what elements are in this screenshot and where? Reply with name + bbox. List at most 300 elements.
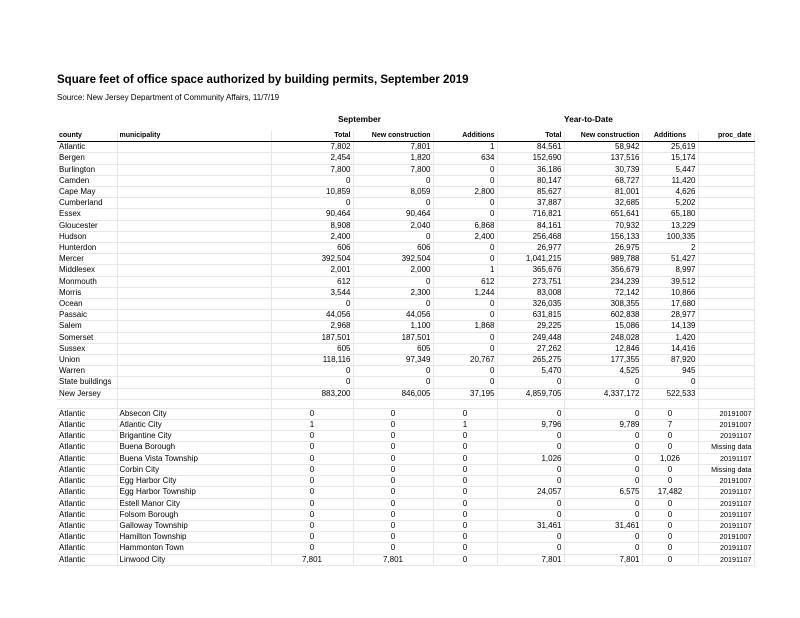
cell-sep-new: 90,464 [353,209,433,220]
cell-ytd-total: 80,147 [497,175,564,186]
cell-sep-additions: 0 [433,209,497,220]
cell-sep-total: 7,802 [271,142,353,153]
municipality-table-row [57,453,754,464]
cell-ytd-additions: 5,202 [642,198,698,209]
cell-municipality [117,198,271,209]
cell-county: Atlantic [57,554,117,565]
cell-ytd-additions: 0 [642,377,698,388]
cell-sep-total: 2,968 [271,321,353,332]
cell-municipality [117,310,271,321]
cell-sep-additions: 20,767 [433,355,497,366]
cell-sep-additions: 0 [433,487,497,498]
cell-sep-new: 0 [353,366,433,377]
cell-municipality: Brigantine City [117,431,271,442]
cell-ytd-additions: 14,139 [642,321,698,332]
cell-sep-additions: 634 [433,153,497,164]
cell-sep-additions: 1,244 [433,287,497,298]
cell-sep-additions: 0 [433,408,497,419]
cell-county: Atlantic [57,420,117,431]
cell-ytd-new: 15,086 [564,321,642,332]
cell-municipality: Corbin City [117,464,271,475]
cell-ytd-total: 37,887 [497,198,564,209]
cell-municipality: Linwood City [117,554,271,565]
county-table-row [57,355,754,366]
cell-proc-date [698,321,754,332]
cell-sep-total: 0 [271,442,353,453]
cell-municipality: Egg Harbor City [117,476,271,487]
report-source: Source: New Jersey Department of Community Affairs, 11/7/19 [57,93,280,102]
municipality-table-row [57,408,754,419]
cell-ytd-total: 83,008 [497,287,564,298]
cell-sep-total: 118,116 [271,355,353,366]
cell-proc-date [698,187,754,198]
cell-sep-total: 2,454 [271,153,353,164]
county-table-row [57,153,754,164]
cell-sep-total: 0 [271,498,353,509]
cell-sep-additions: 0 [433,164,497,175]
cell-proc-date [698,355,754,366]
cell-ytd-additions: 13,229 [642,220,698,231]
cell-sep-new: 2,040 [353,220,433,231]
cell-sep-total: 883,200 [271,388,353,399]
municipality-table-row [57,498,754,509]
cell-sep-additions: 0 [433,431,497,442]
cell-ytd-new: 0 [564,453,642,464]
cell-ytd-total: 326,035 [497,299,564,310]
cell-sep-total: 1 [271,420,353,431]
cell-proc-date: 20191007 [698,532,754,543]
cell-sep-additions: 0 [433,343,497,354]
cell-ytd-additions: 2 [642,243,698,254]
cell-sep-additions: 0 [433,243,497,254]
cell-ytd-new: 4,525 [564,366,642,377]
cell-ytd-new: 6,575 [564,487,642,498]
cell-ytd-additions: 0 [642,431,698,442]
header-row [57,131,754,142]
municipality-table-row [57,420,754,431]
cell-proc-date [698,220,754,231]
cell-sep-new: 0 [353,453,433,464]
cell-ytd-new: 30,739 [564,164,642,175]
cell-county: Union [57,355,117,366]
cell-municipality [117,153,271,164]
cell-proc-date [698,142,754,153]
cell-sep-new: 0 [353,231,433,242]
cell-municipality [117,220,271,231]
cell-ytd-total: 1,041,215 [497,254,564,265]
municipality-table-row [57,476,754,487]
report-title: Square feet of office space authorized by building permits, September 2019 [57,74,469,86]
cell-ytd-new: 651,641 [564,209,642,220]
cell-proc-date [698,332,754,343]
group-label-september: September [338,114,381,124]
municipality-rows [57,408,754,565]
cell-ytd-additions: 0 [642,532,698,543]
cell-ytd-new: 156,133 [564,231,642,242]
cell-ytd-additions: 17,680 [642,299,698,310]
cell-ytd-additions: 0 [642,498,698,509]
cell-ytd-additions: 51,427 [642,254,698,265]
cell-ytd-total: 24,057 [497,487,564,498]
municipality-table-row [57,442,754,453]
cell-sep-additions: 612 [433,276,497,287]
cell-ytd-new: 248,028 [564,332,642,343]
county-table-row [57,254,754,265]
municipality-table-row [57,431,754,442]
cell-ytd-new: 72,142 [564,287,642,298]
cell-sep-new: 605 [353,343,433,354]
cell-ytd-total: 26,977 [497,243,564,254]
cell-municipality: Buena Borough [117,442,271,453]
county-table-row [57,142,754,153]
cell-sep-total: 606 [271,243,353,254]
cell-sep-new: 7,801 [353,554,433,565]
cell-municipality [117,287,271,298]
cell-sep-additions: 6,868 [433,220,497,231]
cell-municipality [117,388,271,399]
cell-ytd-total: 27,262 [497,343,564,354]
cell-municipality: Absecon City [117,408,271,419]
col-header-proc-date: proc_date [698,131,754,142]
cell-sep-new: 0 [353,377,433,388]
cell-sep-additions: 0 [433,175,497,186]
cell-ytd-total: 5,470 [497,366,564,377]
cell-sep-new: 0 [353,299,433,310]
cell-sep-new: 8,059 [353,187,433,198]
cell-ytd-total: 152,690 [497,153,564,164]
cell-municipality [117,299,271,310]
cell-municipality [117,243,271,254]
cell-ytd-additions: 0 [642,520,698,531]
cell-sep-new: 0 [353,476,433,487]
col-header-sep-new: New construction [353,131,433,142]
cell-municipality [117,343,271,354]
cell-sep-additions: 0 [433,464,497,475]
cell-ytd-additions: 28,977 [642,310,698,321]
cell-ytd-new: 32,685 [564,198,642,209]
cell-county: Somerset [57,332,117,343]
cell-county: Passaic [57,310,117,321]
cell-county: Atlantic [57,509,117,520]
cell-proc-date [698,388,754,399]
cell-ytd-new: 0 [564,464,642,475]
cell-sep-additions: 0 [433,366,497,377]
cell-ytd-additions: 10,866 [642,287,698,298]
cell-municipality: Estell Manor City [117,498,271,509]
cell-sep-total: 90,464 [271,209,353,220]
cell-ytd-new: 602,838 [564,310,642,321]
cell-sep-additions: 0 [433,498,497,509]
cell-ytd-additions: 15,174 [642,153,698,164]
cell-sep-total: 0 [271,487,353,498]
cell-ytd-new: 68,727 [564,175,642,186]
cell-municipality [117,265,271,276]
cell-sep-additions: 0 [433,532,497,543]
cell-proc-date [698,377,754,388]
cell-proc-date: 20191107 [698,498,754,509]
cell-ytd-total: 0 [497,377,564,388]
cell-sep-new: 0 [353,408,433,419]
cell-county: Atlantic [57,442,117,453]
cell-proc-date [698,243,754,254]
cell-ytd-total: 256,468 [497,231,564,242]
cell-sep-total: 605 [271,343,353,354]
cell-ytd-new: 989,788 [564,254,642,265]
cell-sep-additions: 0 [433,254,497,265]
county-table-row [57,299,754,310]
cell-sep-new: 0 [353,532,433,543]
col-header-ytd-total: Total [497,131,564,142]
cell-sep-total: 392,504 [271,254,353,265]
cell-sep-additions: 0 [433,310,497,321]
cell-ytd-new: 0 [564,532,642,543]
cell-ytd-new: 0 [564,509,642,520]
municipality-table-row [57,532,754,543]
cell-ytd-total: 0 [497,509,564,520]
county-table-row [57,209,754,220]
cell-ytd-total: 7,801 [497,554,564,565]
cell-proc-date: 20191107 [698,554,754,565]
cell-proc-date: 20191107 [698,453,754,464]
cell-sep-total: 0 [271,453,353,464]
cell-sep-total: 187,501 [271,332,353,343]
county-table-row [57,310,754,321]
cell-municipality: Atlantic City [117,420,271,431]
county-table-row [57,366,754,377]
cell-municipality: Folsom Borough [117,509,271,520]
county-table-row [57,377,754,388]
cell-sep-total: 8,908 [271,220,353,231]
cell-county: Hudson [57,231,117,242]
cell-sep-new: 0 [353,431,433,442]
cell-sep-total: 0 [271,476,353,487]
county-table-row [57,343,754,354]
cell-proc-date [698,287,754,298]
cell-municipality [117,321,271,332]
cell-ytd-total: 36,186 [497,164,564,175]
cell-proc-date: 20191107 [698,431,754,442]
cell-ytd-additions: 0 [642,408,698,419]
cell-sep-additions: 0 [433,520,497,531]
cell-county: Morris [57,287,117,298]
cell-proc-date [698,299,754,310]
cell-proc-date [698,198,754,209]
cell-ytd-total: 249,448 [497,332,564,343]
cell-ytd-additions: 945 [642,366,698,377]
cell-sep-total: 0 [271,431,353,442]
cell-sep-additions: 1,868 [433,321,497,332]
cell-sep-new: 97,349 [353,355,433,366]
cell-county: State buildings [57,377,117,388]
cell-sep-additions: 37,195 [433,388,497,399]
cell-ytd-new: 0 [564,543,642,554]
cell-sep-additions: 0 [433,198,497,209]
municipality-table-row [57,554,754,565]
cell-ytd-total: 0 [497,431,564,442]
cell-ytd-new: 234,239 [564,276,642,287]
county-table-row [57,332,754,343]
cell-sep-additions: 0 [433,377,497,388]
cell-ytd-new: 31,461 [564,520,642,531]
cell-ytd-new: 70,932 [564,220,642,231]
county-table-row [57,231,754,242]
cell-sep-additions: 2,400 [433,231,497,242]
cell-municipality [117,187,271,198]
municipality-table-row [57,464,754,475]
cell-municipality [117,355,271,366]
cell-municipality [117,209,271,220]
county-table-row [57,243,754,254]
county-table-row [57,187,754,198]
cell-ytd-new: 137,516 [564,153,642,164]
cell-municipality [117,377,271,388]
cell-county: Atlantic [57,532,117,543]
cell-county: Monmouth [57,276,117,287]
cell-sep-new: 7,801 [353,142,433,153]
cell-sep-new: 0 [353,509,433,520]
col-header-ytd-additions: Additions [642,131,698,142]
cell-county: Bergen [57,153,117,164]
cell-municipality: Egg Harbor Township [117,487,271,498]
cell-proc-date: 20191107 [698,509,754,520]
cell-ytd-new: 12,846 [564,343,642,354]
cell-ytd-additions: 7 [642,420,698,431]
cell-county: Atlantic [57,520,117,531]
col-header-sep-additions: Additions [433,131,497,142]
cell-proc-date: 20191107 [698,520,754,531]
cell-ytd-new: 9,789 [564,420,642,431]
cell-county: Atlantic [57,431,117,442]
cell-proc-date [698,265,754,276]
county-table-row [57,220,754,231]
cell-ytd-additions: 11,420 [642,175,698,186]
cell-county: Atlantic [57,408,117,419]
cell-county: Atlantic [57,464,117,475]
cell-ytd-new: 356,679 [564,265,642,276]
cell-municipality [117,276,271,287]
cell-ytd-additions: 0 [642,543,698,554]
cell-sep-total: 0 [271,377,353,388]
cell-ytd-total: 84,161 [497,220,564,231]
county-table-row [57,388,754,399]
cell-sep-additions: 1 [433,265,497,276]
municipality-table-row [57,520,754,531]
cell-sep-new: 0 [353,520,433,531]
cell-ytd-additions: 65,180 [642,209,698,220]
cell-sep-total: 0 [271,198,353,209]
cell-sep-new: 0 [353,175,433,186]
cell-county: Hunterdon [57,243,117,254]
cell-ytd-additions: 1,420 [642,332,698,343]
cell-sep-total: 7,800 [271,164,353,175]
cell-sep-total: 0 [271,299,353,310]
cell-county: Middlesex [57,265,117,276]
cell-sep-new: 0 [353,487,433,498]
cell-ytd-new: 4,337,172 [564,388,642,399]
cell-sep-new: 2,000 [353,265,433,276]
cell-ytd-total: 29,225 [497,321,564,332]
cell-proc-date: 20191007 [698,420,754,431]
cell-ytd-additions: 0 [642,476,698,487]
cell-municipality [117,332,271,343]
cell-ytd-additions: 39,512 [642,276,698,287]
cell-proc-date [698,153,754,164]
cell-ytd-total: 0 [497,532,564,543]
cell-ytd-total: 0 [497,464,564,475]
cell-ytd-new: 58,942 [564,142,642,153]
cell-sep-new: 0 [353,464,433,475]
cell-ytd-total: 365,676 [497,265,564,276]
cell-proc-date: Missing data [698,464,754,475]
cell-proc-date [698,254,754,265]
cell-sep-total: 7,801 [271,554,353,565]
cell-ytd-total: 4,859,705 [497,388,564,399]
cell-county: Cape May [57,187,117,198]
cell-municipality [117,254,271,265]
cell-proc-date: 20191007 [698,408,754,419]
cell-municipality [117,366,271,377]
cell-municipality: Buena Vista Township [117,453,271,464]
cell-sep-new: 44,056 [353,310,433,321]
cell-sep-additions: 0 [433,509,497,520]
cell-ytd-additions: 0 [642,554,698,565]
cell-county: Atlantic [57,142,117,153]
county-table-row [57,164,754,175]
cell-ytd-total: 84,561 [497,142,564,153]
cell-ytd-additions: 0 [642,442,698,453]
col-header-municipality: municipality [117,131,271,142]
county-table-row [57,198,754,209]
municipality-table-row [57,509,754,520]
cell-sep-total: 2,400 [271,231,353,242]
cell-sep-total: 0 [271,520,353,531]
cell-sep-new: 846,005 [353,388,433,399]
cell-sep-total: 0 [271,543,353,554]
cell-ytd-additions: 25,619 [642,142,698,153]
municipality-table-row [57,543,754,554]
cell-sep-new: 0 [353,442,433,453]
cell-county: Essex [57,209,117,220]
cell-sep-total: 2,001 [271,265,353,276]
cell-ytd-total: 85,627 [497,187,564,198]
cell-sep-new: 0 [353,543,433,554]
cell-county: Mercer [57,254,117,265]
cell-ytd-total: 265,275 [497,355,564,366]
cell-ytd-new: 81,001 [564,187,642,198]
cell-ytd-new: 308,355 [564,299,642,310]
cell-proc-date [698,164,754,175]
cell-ytd-total: 716,821 [497,209,564,220]
cell-county: Salem [57,321,117,332]
cell-ytd-new: 0 [564,377,642,388]
data-table [57,131,755,566]
cell-county: Sussex [57,343,117,354]
county-table-row [57,175,754,186]
cell-ytd-additions: 4,626 [642,187,698,198]
cell-ytd-total: 1,026 [497,453,564,464]
cell-county: Burlington [57,164,117,175]
cell-ytd-additions: 8,997 [642,265,698,276]
cell-municipality: Hammonton Town [117,543,271,554]
county-table-row [57,265,754,276]
cell-sep-total: 3,544 [271,287,353,298]
cell-ytd-additions: 1,026 [642,453,698,464]
cell-sep-additions: 0 [433,476,497,487]
cell-proc-date: Missing data [698,442,754,453]
cell-ytd-new: 0 [564,442,642,453]
cell-county: Cumberland [57,198,117,209]
cell-county: Atlantic [57,498,117,509]
